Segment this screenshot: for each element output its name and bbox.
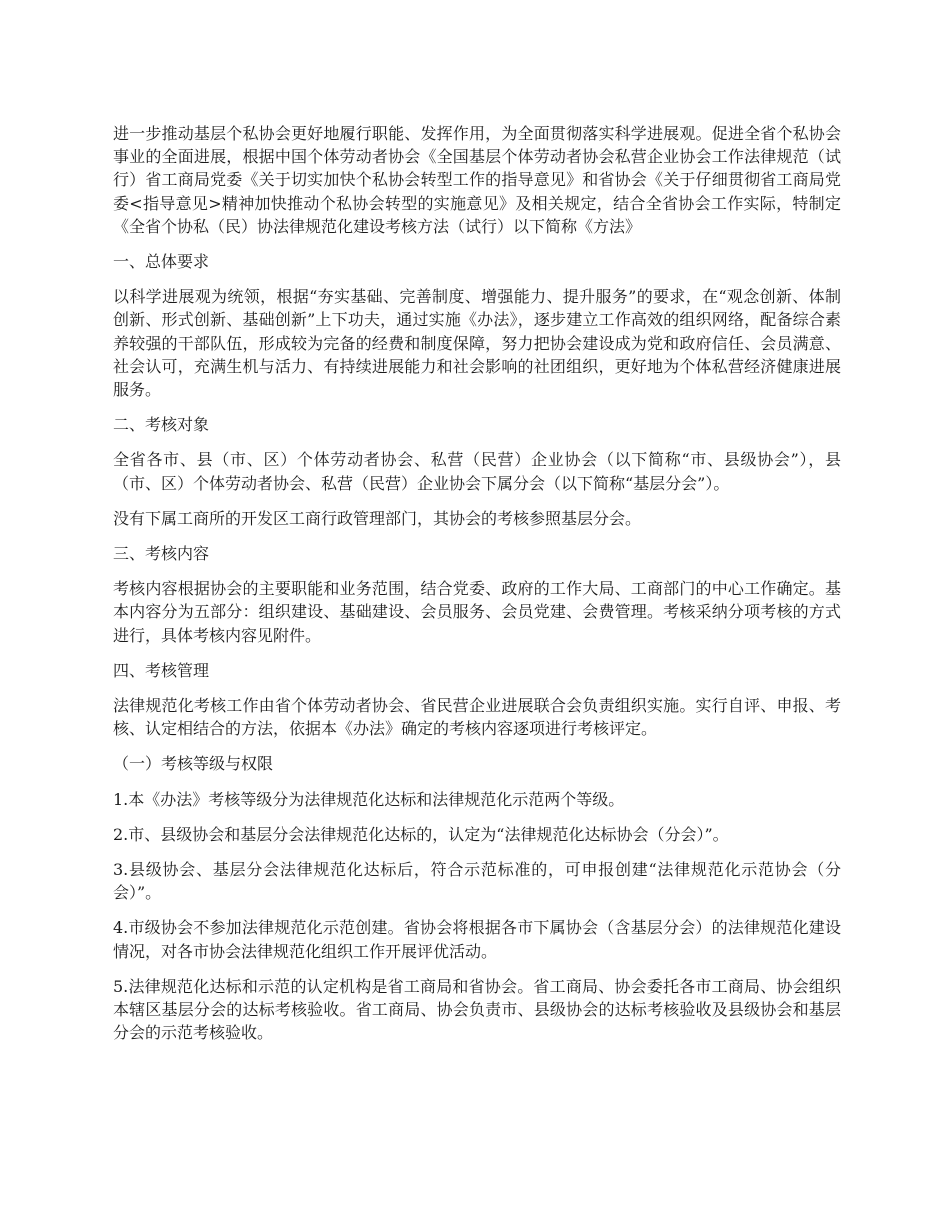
- section-heading-assessment-management: 四、考核管理: [113, 660, 210, 680]
- subsection-heading-levels-and-authority: （一）考核等级与权限: [113, 754, 274, 774]
- assessment-targets-paragraph: 全省各市、县（市、区）个体劳动者协会、私营（民营）企业协会（以下简称“市、县级协会”），县（市、区）个体劳动者协会、私营（民营）企业协会下属分会（以下简称“基层分会”）。: [113, 450, 841, 493]
- assessment-management-paragraph: 法律规范化考核工作由省个体劳动者协会、省民营企业进展联合会负责组织实施。实行自评、申报、考核、认定相结合的方法，依据本《办法》确定的考核内容逐项进行考核评定。: [113, 696, 841, 739]
- intro-paragraph: 进一步推动基层个私协会更好地履行职能、发挥作用，为全面贯彻落实科学进展观。促进全省个私协会事业的全面进展，根据中国个体劳动者协会《全国基层个体劳动者协会私营企业协会工作法律规范（试行）省工商局党委《关于切实加快个私协会转型工作的指导意见》和省协会《关于仔细贯彻省工商局党委<指导意见>精神加快推动个私协会转型的实施意见》及相关规定，结合全省协会工作实际，特制定《全省个协私（民）协法律规范化建设考核方法（试行）以下简称《方法》: [113, 124, 841, 236]
- section-heading-assessment-content: 三、考核内容: [113, 544, 210, 564]
- assessment-content-paragraph: 考核内容根据协会的主要职能和业务范围，结合党委、政府的工作大局、工商部门的中心工作确定。基本内容分为五部分：组织建设、基础建设、会员服务、会员党建、会费管理。考核采纳分项考核的方式进行，具体考核内容见附件。: [113, 579, 841, 645]
- list-item-4: 4.市级协会不参加法律规范化示范创建。省协会将根据各市下属协会（含基层分会）的法律规范化建设情况，对各市协会法律规范化组织工作开展评优活动。: [113, 918, 841, 961]
- list-item-1: 1.本《办法》考核等级分为法律规范化达标和法律规范化示范两个等级。: [113, 789, 625, 809]
- section-heading-assessment-targets: 二、考核对象: [113, 415, 210, 435]
- development-zone-paragraph: 没有下属工商所的开发区工商行政管理部门，其协会的考核参照基层分会。: [113, 508, 642, 528]
- general-requirements-paragraph: 以科学进展观为统领，根据“夯实基础、完善制度、增强能力、提升服务”的要求，在“观念创新、体制创新、形式创新、基础创新”上下功夫，通过实施《办法》，逐步建立工作高效的组织网络，配备综合素养较强的干部队伍，形成较为完备的经费和制度保障，努力把协会建设成为党和政府信任、会员满意、社会认可，充满生机与活力、有持续进展能力和社会影响的社团组织，更好地为个体私营经济健康进展服务。: [113, 287, 841, 400]
- document-body: [113, 122, 841, 1057]
- list-item-3: 3.县级协会、基层分会法律规范化达标后，符合示范标准的，可申报创建“法律规范化示范协会（分会）”。: [113, 860, 841, 903]
- list-item-2: 2.市、县级协会和基层分会法律规范化达标的，认定为“法律规范化达标协会（分会）”。: [113, 824, 729, 844]
- section-heading-general-requirements: 一、总体要求: [113, 252, 210, 272]
- list-item-5: 5.法律规范化达标和示范的认定机构是省工商局和省协会。省工商局、协会委托各市工商局、协会组织本辖区基层分会的达标考核验收。省工商局、协会负责市、县级协会的达标考核验收及县级协会和基层分会的示范考核验收。: [113, 976, 841, 1043]
